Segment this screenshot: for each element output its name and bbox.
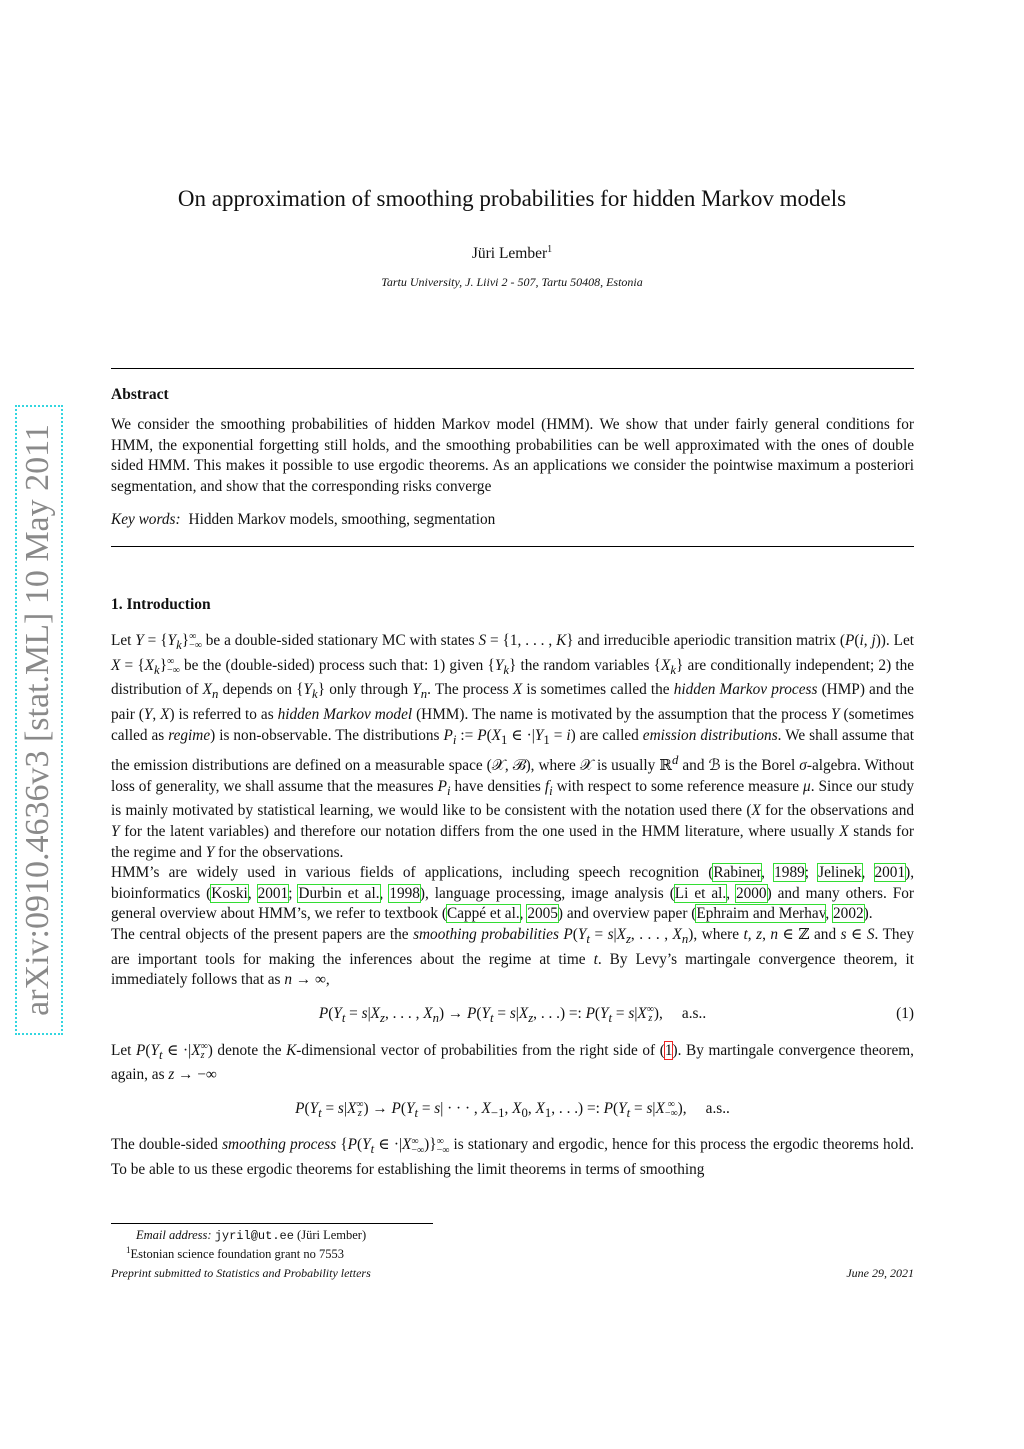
keywords-text: Hidden Markov models, smoothing, segmentation: [188, 511, 496, 528]
citation-year-link[interactable]: 1989: [774, 864, 805, 882]
paragraph-4: Let $P(Y_t$ ∈ ·|X∞ z ) denote the K-dimensional vector of probabilities from the right side of (1). By martingale convergence theorem, again, as z → −∞: [111, 1041, 915, 1084]
footnote-rule: [111, 1223, 433, 1224]
citation-link[interactable]: Li et al.: [674, 884, 727, 902]
citation-year-link[interactable]: 2005: [527, 905, 558, 923]
paragraph-3: The central objects of the present papers are the smoothing probabilities $P(Y_t = s|X_z$, . . . , $X_n$), where t, z, n ∈ ℤ and s ∈ S. They are important tools for making the inferences about the regime at time t. By Levy’s martingale convergence theorem, it immediately follows that as n → ∞,: [111, 926, 915, 989]
citation-year-link[interactable]: 2001: [874, 864, 906, 882]
author-name: Jüri Lember: [471, 245, 548, 263]
section-heading-introduction: 1. Introduction: [111, 596, 211, 613]
citation-link[interactable]: Cappé et al.: [447, 905, 520, 923]
bottom-rule: [111, 546, 914, 547]
citation-year-link[interactable]: 2001: [257, 884, 289, 902]
grant-footnote-mark: 1: [126, 1245, 131, 1255]
author-footnote-mark: 1: [547, 244, 553, 255]
email-owner: (Jüri Lember): [297, 1228, 367, 1242]
paper-title: On approximation of smoothing probabilities for hidden Markov models: [177, 186, 847, 211]
citation-link[interactable]: Durbin et al.: [298, 884, 380, 902]
footnote-email: [136, 1228, 366, 1243]
citation-year-link[interactable]: 2002: [833, 905, 864, 923]
citation-link[interactable]: Jelinek: [818, 864, 862, 882]
equation-number: (1): [896, 1004, 914, 1022]
paragraph-1: Let $Y = \{Y_k\}\infty$ −∞ be a double-sided stationary MC with states S = {1, . . . , K} and irreducible aperiodic transition matrix (P(i, j)). Let $X = \{X_k\}\infty$ −∞ be the (double-sided) process such that: 1) given $\{Y_k\}$ the random variables $\{X_k\}$ are conditionally independent; 2) the distribution of $X_n$ depends on $\{Y_k\}$ only through $Y_n$. The process X is sometimes called the hidden Markov process (HMP) and the pair (Y, X) is referred to as hidden Markov model (HMM). The name is motivated by the assumption that the process Y (sometimes called as regime) is non-observable. The distributions $P_i$ := $P(X_1$ ∈ $\cdot|Y_1 = i$) are called emission distributions. We shall assume that the emission distributions are defined on a measurable space (𝒳, ℬ), where 𝒳 is usually ℝ$^d$ and ℬ is the Borel σ-algebra. Without loss of generality, we shall assume that the measures $P_i$ have densities $f_i$ with respect to some reference measure μ. Since our study is mainly motivated by statistical learning, we would like to be consistent with the notation used there (X for the observations and Y for the latent variables) and therefore our notation differs from the one used in the HMM literature, where usually X stands for the regime and Y for the observations.: [111, 631, 915, 861]
grant-text: Estonian science foundation grant no 7553: [130, 1247, 344, 1262]
affiliation: Tartu University, J. Liivi 2 - 507, Tartu 50408, Estonia: [381, 275, 643, 289]
footer-date: June 29, 2021: [846, 1266, 914, 1280]
citation-year-link[interactable]: 1998: [389, 884, 420, 902]
abstract-heading: Abstract: [111, 386, 169, 403]
preprint-note: Preprint submitted to Statistics and Probability letters: [111, 1266, 371, 1280]
keywords-label: Key words:: [111, 511, 181, 528]
citation-link[interactable]: Koski: [211, 884, 248, 902]
email-label: Email address:: [136, 1228, 212, 1242]
citation-year-link[interactable]: 2000: [735, 884, 767, 902]
citation-link[interactable]: Ephraim and Merhav: [696, 905, 826, 923]
paragraph-2: HMM’s are widely used in various fields of applications, including speech recognition (Rabiner, 1989; Jelinek, 2001), bioinformatics (Koski, 2001; Durbin et al., 1998), language processing, image analysis (Li et al., 2000) and many others. For general overview about HMM’s, we refer to textbook (Cappé et al., 2005) and overview paper (Ephraim and Merhav, 2002).: [111, 864, 915, 923]
citation-link[interactable]: Rabiner: [713, 864, 762, 882]
keywords: [111, 511, 495, 529]
paragraph-5: The double-sided smoothing process {$P(Y_t$ ∈ ·|X∞ −∞)}∞ −∞ is stationary and ergodic, hence for this process the ergodic theorems hold. To be able to us these ergodic theorems for establishing the limit theorems in terms of smoothing: [111, 1135, 914, 1179]
equation-2: $P(Y_t = s|X\infty$ z ) → $P(Y_t = s|$ · · · , $X_{-1}$, $X_0$, $X_1$, . . .) =: $P(Y_t = s|X$ ∞ −∞), a.s..: [295, 1099, 730, 1120]
equation-1: $P(Y_t = s|X_z$, . . . , $X_n) \to P(Y_t = s|X_z$, . . .) =: $P(Y_t = s|X\infty$ z ), a.s.. (1): [318, 1004, 914, 1025]
email-address-link[interactable]: jyril@ut.ee: [214, 1229, 294, 1243]
equation-reference-link[interactable]: 1: [664, 1041, 673, 1059]
arxiv-identifier[interactable]: arXiv:0910.4636v3 [stat.ML] 10 May 2011: [15, 405, 63, 1035]
abstract-text: We consider the smoothing probabilities of hidden Markov model (HMM). We show that under fairly general conditions for HMM, the exponential forgetting still holds, and the smoothing probabilities can be well approximated with the ones of double sided HMM. This makes it possible to use ergodic theorems. As an applications we consider the pointwise maximum a posteriori segmentation, and show that the corresponding risks converge: [111, 416, 914, 495]
footnote-grant: [126, 1245, 344, 1262]
top-rule: [111, 368, 914, 369]
introduction-body: [111, 631, 914, 1181]
author-line: [0, 244, 1024, 263]
